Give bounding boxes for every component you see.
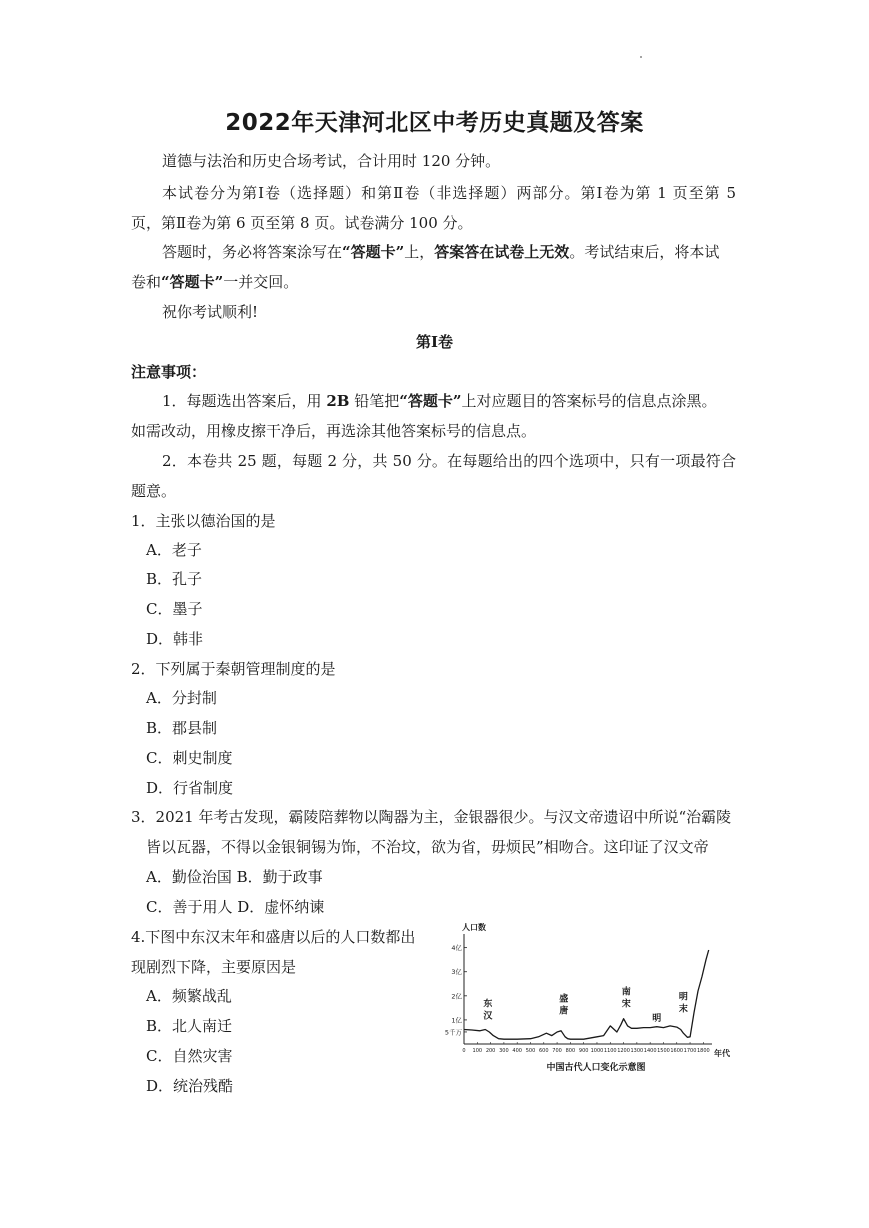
chart-x-tick-label: 600 — [539, 1048, 549, 1054]
intro-line-5-text-c: 一并交回。 — [223, 273, 299, 291]
question-4-option-a: A．频繁战乱 — [146, 987, 232, 1005]
section-title: 第Ⅰ卷 — [415, 333, 454, 351]
intro-line-3: 页，第Ⅱ卷为第 6 页至第 8 页。试卷满分 100 分。 — [131, 214, 473, 232]
chart-annotation-label: 盛 — [559, 994, 569, 1005]
chart-x-tick-label: 500 — [525, 1048, 536, 1054]
note-1-text-c: 铅笔把 — [349, 392, 400, 410]
chart-x-tick-label: 1200 — [617, 1048, 630, 1054]
chart-annotation-label: 南 — [621, 987, 631, 998]
chart-x-tick-label: 900 — [578, 1048, 589, 1054]
chart-x-tick-label: 400 — [512, 1048, 522, 1054]
chart-x-tick-label: 1500 — [657, 1048, 670, 1054]
note-1-line-2: 如需改动，用橡皮擦干净后，再选涂其他答案标号的信息点。 — [131, 422, 537, 440]
intro-line-6: 祝你考试顺利! — [162, 303, 259, 321]
question-1-option-c: C．墨子 — [146, 600, 203, 618]
chart-y-tick-label: 3亿 — [451, 968, 462, 977]
chart-annotation-label: 明 — [678, 992, 688, 1003]
answer-card-emphasis-2: “答题卡” — [161, 273, 224, 291]
question-4-option-b: B．北人南迁 — [146, 1017, 233, 1035]
question-3-options-line-2: C．善于用人 D．虚怀纳谏 — [146, 898, 325, 916]
question-2-stem: 2．下列属于秦朝管理制度的是 — [131, 660, 336, 678]
invalid-answer-warning: 答案答在试卷上无效 — [434, 243, 570, 261]
chart-annotation-label: 明 — [652, 1014, 662, 1025]
chart-y-tick-label: 2亿 — [451, 992, 462, 1001]
intro-line-4-text-e: 。考试结束后，将本试 — [569, 243, 720, 261]
intro-line-5-text-a: 卷和 — [131, 273, 162, 291]
question-2-option-a: A．分封制 — [146, 689, 217, 707]
chart-x-tick-label: 1000 — [590, 1048, 604, 1054]
question-3-stem-line-1: 3．2021 年考古发现，霸陵陪葬物以陶器为主，金银器很少。与汉文帝遗诏中所说“治霸陵 — [131, 808, 732, 826]
chart-x-axis-label: 年代 — [714, 1049, 730, 1058]
note-1-text-a: 1．每题选出答案后，用 — [162, 392, 327, 410]
chart-x-tick-label: 1100 — [603, 1048, 617, 1054]
intro-line-4-text-a: 答题时，务必将答案涂写在 — [162, 243, 343, 261]
page-title: 2022年天津河北区中考历史真题及答案 — [225, 110, 644, 136]
chart-annotation-label: 宋 — [621, 999, 631, 1010]
chart-x-tick-label: 300 — [499, 1048, 509, 1054]
question-3-options-line-1: A．勤俭治国 B．勤于政事 — [146, 868, 323, 886]
answer-card-emphasis: “答题卡” — [342, 243, 405, 261]
intro-line-5 — [131, 271, 298, 292]
question-2-option-c: C．刺史制度 — [146, 749, 233, 767]
question-4-stem-line-2: 现剧烈下降，主要原因是 — [131, 958, 297, 976]
question-3-stem-line-2: 皆以瓦器，不得以金银铜锡为饰，不治坟，欲为省，毋烦民”相吻合。这印证了汉文帝 — [146, 838, 709, 856]
question-4-option-c: C．自然灾害 — [146, 1047, 233, 1065]
intro-line-4-text-c: 上， — [404, 243, 435, 261]
intro-line-1: 道德与法治和历史合场考试，合计用时 120 分钟。 — [162, 152, 501, 170]
page-mark-dot — [640, 56, 642, 58]
note-2-line-2: 题意。 — [131, 482, 177, 500]
chart-annotation-label: 汉 — [483, 1011, 493, 1022]
chart-y-tick-label: 1亿 — [451, 1016, 462, 1025]
chart-x-tick-label: 100 — [472, 1048, 483, 1054]
question-2-option-d: D．行省制度 — [146, 779, 234, 797]
notes-heading: 注意事项： — [131, 363, 207, 381]
note-1-text-e: 上对应题目的答案标号的信息点涂黑。 — [461, 392, 717, 410]
intro-line-4 — [162, 241, 719, 262]
chart-annotation-label: 唐 — [559, 1006, 569, 1017]
chart-y-axis-label: 人口数 — [462, 923, 486, 932]
chart-series-line — [464, 950, 709, 1039]
question-1-stem: 1．主张以德治国的是 — [131, 512, 276, 530]
note-1-pencil: 2B — [326, 392, 350, 410]
chart-annotation-label: 末 — [678, 1004, 688, 1015]
note-1-line-1 — [162, 390, 717, 411]
chart-x-tick-label: 1700 — [683, 1048, 697, 1054]
chart-x-tick-label: 0 — [462, 1048, 466, 1054]
population-chart-svg — [436, 916, 740, 1076]
question-1-option-b: B．孔子 — [146, 570, 203, 588]
chart-x-tick-label: 1600 — [670, 1048, 684, 1054]
question-2-option-b: B．郡县制 — [146, 719, 218, 737]
question-4-stem-line-1: 4.下图中东汉末年和盛唐以后的人口数都出 — [131, 928, 416, 946]
chart-x-tick-label: 700 — [552, 1048, 562, 1054]
chart-x-tick-label: 1400 — [643, 1048, 657, 1054]
chart-x-tick-label: 800 — [565, 1048, 576, 1054]
question-4-option-d: D．统治残酷 — [146, 1077, 234, 1095]
question-1-option-a: A．老子 — [146, 541, 202, 559]
chart-y-tick-label: 4亿 — [451, 944, 462, 953]
intro-line-2: 本试卷分为第Ⅰ卷（选择题）和第Ⅱ卷（非选择题）两部分。第Ⅰ卷为第 1 页至第 5 — [162, 184, 736, 202]
chart-x-tick-label: 200 — [485, 1048, 496, 1054]
chart-x-tick-label: 1800 — [696, 1048, 710, 1054]
population-chart — [436, 916, 740, 1076]
chart-x-tick-label: 1300 — [630, 1048, 644, 1054]
chart-title: 中国古代人口变化示意图 — [546, 1063, 646, 1073]
chart-y-tick-label: 5千万 — [444, 1028, 462, 1037]
question-1-option-d: D．韩非 — [146, 630, 204, 648]
chart-annotation-label: 东 — [483, 999, 493, 1010]
note-2-line-1: 2．本卷共 25 题，每题 2 分，共 50 分。在每题给出的四个选项中，只有一项最符合 — [162, 452, 736, 470]
note-1-answer-card: “答题卡” — [399, 392, 462, 410]
